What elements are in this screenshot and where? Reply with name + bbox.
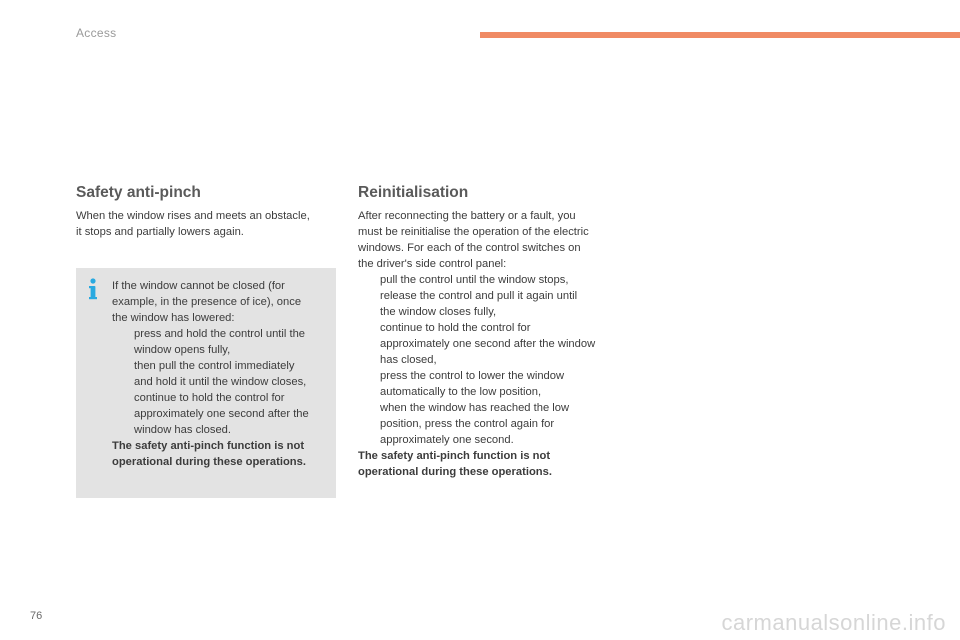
step-line: has closed, bbox=[380, 354, 437, 366]
info-intro-line: example, in the presence of ice), once bbox=[112, 296, 302, 308]
list-item bbox=[358, 320, 648, 368]
safety-anti-pinch-intro bbox=[76, 208, 346, 240]
intro-line: windows. For each of the control switches on bbox=[358, 242, 581, 254]
info-intro-line: the window has lowered: bbox=[112, 312, 235, 324]
step-line: press the control to lower the window bbox=[380, 370, 565, 382]
list-item bbox=[358, 400, 648, 448]
step-line: pull the control until the window stops, bbox=[380, 274, 569, 286]
step-line: press and hold the control until the bbox=[134, 328, 306, 340]
step-line: continue to hold the control for bbox=[380, 322, 531, 334]
page-number: 76 bbox=[30, 610, 43, 622]
reinitialisation-body bbox=[358, 208, 648, 480]
intro-line: it stops and partially lowers again. bbox=[76, 226, 244, 238]
note-line: operational during these operations. bbox=[358, 466, 552, 478]
info-steps-list bbox=[112, 326, 332, 438]
info-note-line: The safety anti-pinch function is not bbox=[112, 440, 305, 452]
step-line: then pull the control immediately bbox=[134, 360, 295, 372]
step-line: release the control and pull it again until bbox=[380, 290, 578, 302]
step-line: position, press the control again for bbox=[380, 418, 555, 430]
step-line: approximately one second. bbox=[380, 434, 514, 446]
step-line: window has closed. bbox=[134, 424, 232, 436]
list-item bbox=[112, 390, 332, 438]
safety-anti-pinch-heading: Safety anti-pinch bbox=[76, 184, 201, 201]
intro-line: the driver's side control panel: bbox=[358, 258, 507, 270]
step-line: when the window has reached the low bbox=[380, 402, 570, 414]
step-line: approximately one second after the bbox=[134, 408, 309, 420]
info-icon bbox=[86, 278, 100, 300]
reinitialisation-heading: Reinitialisation bbox=[358, 184, 469, 201]
list-item bbox=[358, 368, 648, 400]
step-line: window opens fully, bbox=[134, 344, 231, 356]
intro-line: must be reinitialise the operation of the electric bbox=[358, 226, 589, 238]
info-text bbox=[112, 278, 332, 470]
list-item bbox=[112, 326, 332, 358]
note-line: The safety anti-pinch function is not bbox=[358, 450, 551, 462]
header-section-title: Access bbox=[76, 26, 117, 40]
reinitialisation-steps-list bbox=[358, 272, 648, 448]
list-item bbox=[358, 272, 648, 288]
intro-line: When the window rises and meets an obstacle, bbox=[76, 210, 310, 222]
intro-line: After reconnecting the battery or a fault, you bbox=[358, 210, 576, 222]
list-item bbox=[358, 288, 648, 320]
step-line: approximately one second after the window bbox=[380, 338, 596, 350]
header-accent-bar bbox=[480, 32, 960, 38]
info-note-line: operational during these operations. bbox=[112, 456, 306, 468]
step-line: automatically to the low position, bbox=[380, 386, 542, 398]
list-item bbox=[112, 358, 332, 390]
step-line: continue to hold the control for bbox=[134, 392, 285, 404]
step-line: the window closes fully, bbox=[380, 306, 497, 318]
step-line: and hold it until the window closes, bbox=[134, 376, 307, 388]
info-box bbox=[76, 268, 336, 498]
info-intro-line: If the window cannot be closed (for bbox=[112, 280, 285, 292]
watermark: carmanualsonline.info bbox=[721, 610, 946, 635]
